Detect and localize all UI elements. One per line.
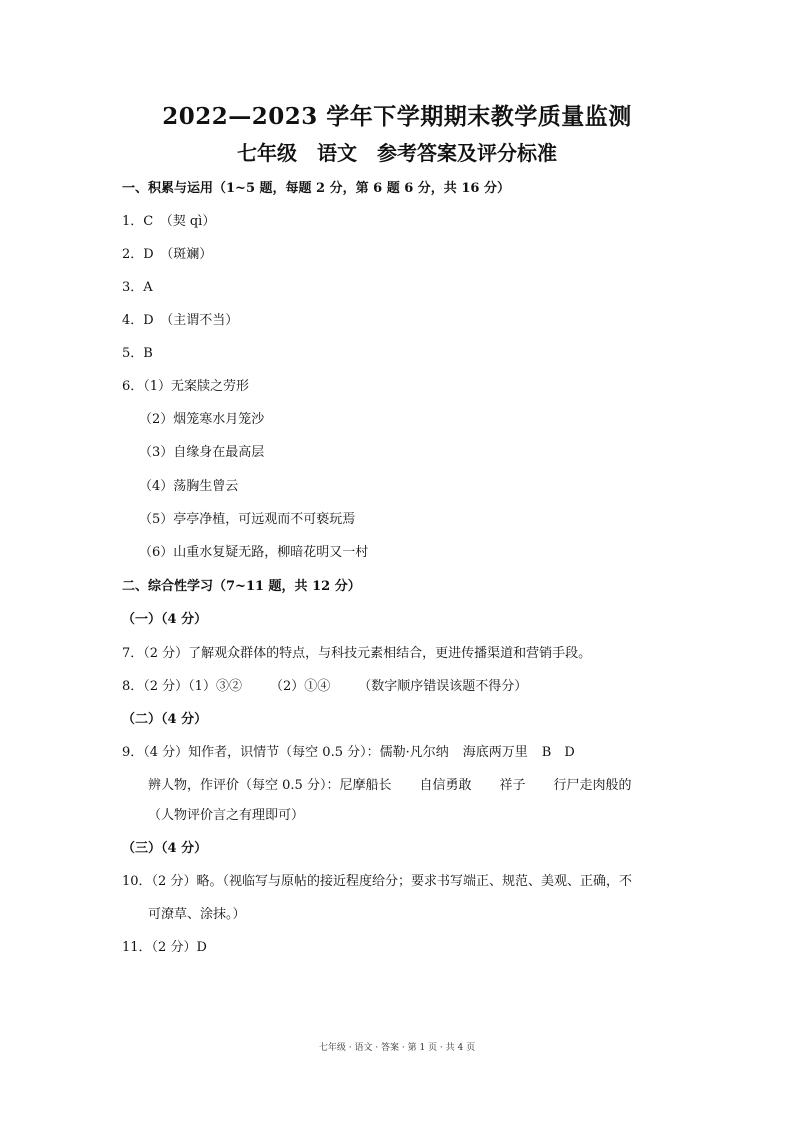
section2-part2-heading: （二）（4 分） xyxy=(122,712,208,727)
answer-q9-choices: B D xyxy=(541,745,575,760)
answer-q6-1: 6．（1）无案牍之劳形 xyxy=(122,379,250,394)
page-footer: 七年级 · 语文 · 答案 · 第 1 页 · 共 4 页 xyxy=(318,1043,476,1053)
answer-q6-5: （5）亭亭净植，可远观而不可亵玩焉 xyxy=(139,512,356,527)
answer-q8-note: （数字顺序错误该题不得分） xyxy=(358,679,528,694)
section1-heading: 一、积累与运用（1~5 题，每题 2 分，第 6 题 6 分，共 16 分） xyxy=(122,181,510,196)
answer-q9-character1: 辨人物，作评价（每空 0.5 分）：尼摩船长 xyxy=(148,778,392,793)
answer-q4: 4．D （主谓不当） xyxy=(122,313,239,328)
section2-part3-heading: （三）（4 分） xyxy=(122,841,208,856)
answer-q9-eval2: 行尸走肉般的 xyxy=(553,778,632,793)
page-subtitle: 七年级 语文 参考答案及评分标准 xyxy=(237,141,557,165)
answer-q6-6: （6）山重水复疑无路，柳暗花明又一村 xyxy=(139,545,369,560)
answer-q9-line1 xyxy=(122,745,575,761)
answer-q6-3: （3）自缘身在最高层 xyxy=(139,445,265,460)
answer-q9-line3: （人物评价言之有理即可） xyxy=(148,808,305,823)
answer-q7: 7．（2 分）了解观众群体的特点，与科技元素相结合，更进传播渠道和营销手段。 xyxy=(122,646,592,661)
answer-q6-2: （2）烟笼寒水月笼沙 xyxy=(139,412,265,427)
answer-q9-line2 xyxy=(148,778,632,794)
answer-q11: 11．（2 分）D xyxy=(122,940,207,955)
answer-q9-book: 海底两万里 xyxy=(462,745,528,760)
answer-q1: 1．C （契 qì） xyxy=(122,214,216,229)
answer-q10-line2: 可潦草、涂抹。） xyxy=(148,907,246,922)
answer-q3: 3．A xyxy=(122,280,153,295)
answer-q9-author: 9．（4 分）知作者，识情节（每空 0.5 分）：儒勒·凡尔纳 xyxy=(122,745,449,760)
answer-q8-part2: （2）①④ xyxy=(269,679,331,694)
section2-part1-heading: （一）（4 分） xyxy=(122,612,208,627)
answer-q8 xyxy=(122,679,527,695)
answer-q9-eval1: 自信勇敢 xyxy=(419,778,472,793)
answer-q2: 2．D （斑斓） xyxy=(122,247,213,262)
answer-q5: 5．B xyxy=(122,346,153,361)
answer-q10-line1: 10．（2 分）略。（视临写与原帖的接近程度给分；要求书写端正、规范、美观、正确，不 xyxy=(122,874,632,889)
answer-q6-4: （4）荡胸生曾云 xyxy=(139,479,239,494)
answer-q8-part1: 8．（2 分）（1）③② xyxy=(122,679,242,694)
answer-q9-character2: 祥子 xyxy=(499,778,526,793)
page-title: 2022—2023 学年下学期期末教学质量监测 xyxy=(162,103,632,130)
section2-heading: 二、综合性学习（7~11 题，共 12 分） xyxy=(122,579,361,594)
